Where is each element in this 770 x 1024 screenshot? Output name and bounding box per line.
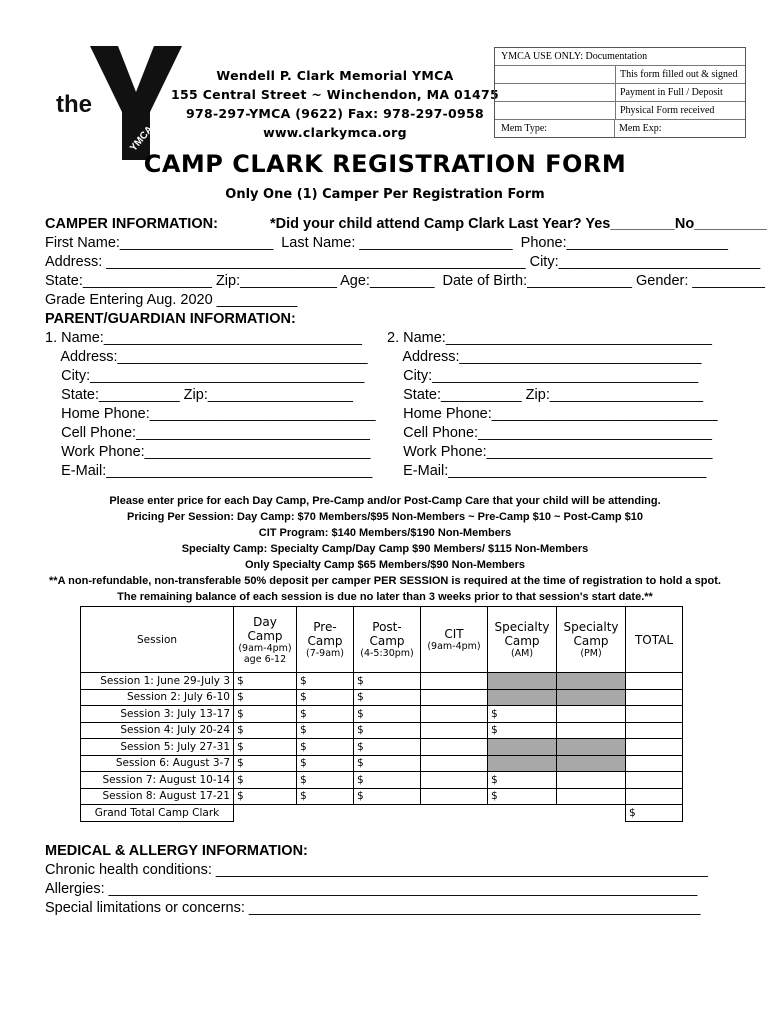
medical-heading: MEDICAL & ALLERGY INFORMATION:: [45, 843, 308, 859]
camper-grade-line[interactable]: Grade Entering Aug. 2020 __________: [45, 292, 298, 308]
col-post-camp-sub: (4-5:30pm): [360, 648, 414, 659]
form-title: CAMP CLARK REGISTRATION FORM: [143, 150, 627, 178]
day-camp-cell[interactable]: $: [234, 673, 297, 690]
specialty-am-cell[interactable]: $: [488, 722, 557, 739]
office-mem-type: Mem Type:: [495, 120, 615, 137]
org-name: Wendell P. Clark Memorial YMCA: [216, 68, 454, 83]
pre-camp-cell[interactable]: $: [297, 722, 354, 739]
pre-camp-cell[interactable]: $: [297, 772, 354, 789]
parent-1-work-phone[interactable]: Work Phone:____________________________: [45, 444, 371, 460]
grand-total-empty-cell: [234, 805, 297, 822]
camper-heading: CAMPER INFORMATION:: [45, 216, 218, 232]
post-camp-cell[interactable]: $: [354, 739, 421, 756]
day-camp-cell[interactable]: $: [234, 689, 297, 706]
col-post-camp-label: Post- Camp: [369, 620, 405, 648]
session-row: [81, 722, 683, 739]
logo-letters: YMCA: [128, 124, 156, 154]
day-camp-cell[interactable]: $: [234, 722, 297, 739]
col-post-camp: [354, 607, 421, 673]
pre-camp-cell[interactable]: $: [297, 689, 354, 706]
camper-name-line[interactable]: First Name:___________________ Last Name: ___________________ Phone:____________________: [45, 235, 728, 251]
parent-1-email[interactable]: E-Mail:_________________________________: [45, 463, 373, 479]
day-camp-cell[interactable]: $: [234, 772, 297, 789]
specialty-pm-cell: [557, 689, 626, 706]
parent-2-city[interactable]: City:_________________________________: [387, 368, 699, 384]
cit-cell[interactable]: [421, 706, 488, 723]
specialty-am-cell[interactable]: $: [488, 788, 557, 805]
col-pre-camp: [297, 607, 354, 673]
parent-2-cell-phone[interactable]: Cell Phone:_____________________________: [387, 425, 712, 441]
pre-camp-cell[interactable]: $: [297, 673, 354, 690]
post-camp-cell[interactable]: $: [354, 722, 421, 739]
pre-camp-cell[interactable]: $: [297, 706, 354, 723]
post-camp-cell[interactable]: $: [354, 689, 421, 706]
logo-registered: ®: [170, 45, 176, 54]
pricing-line: Pricing Per Session: Day Camp: $70 Members/$95 Non-Members ~ Pre-Camp $10 ~ Post-Camp $10: [127, 511, 643, 523]
session-row: [81, 706, 683, 723]
total-cell[interactable]: [626, 706, 683, 723]
grand-total-row: [81, 805, 683, 822]
col-total: TOTAL: [626, 607, 683, 673]
pre-camp-cell[interactable]: $: [297, 755, 354, 772]
total-cell[interactable]: [626, 788, 683, 805]
day-camp-cell[interactable]: $: [234, 788, 297, 805]
col-specialty-pm-sub: (PM): [580, 648, 602, 659]
pricing-line: The remaining balance of each session is due no later than 3 weeks prior to that session's start date.**: [117, 591, 653, 603]
col-pre-camp-label: Pre- Camp: [307, 620, 343, 648]
total-cell[interactable]: [626, 739, 683, 756]
pricing-line: Please enter price for each Day Camp, Pre-Camp and/or Post-Camp Care that your child will be attending.: [109, 495, 661, 507]
specialty-pm-cell[interactable]: [557, 706, 626, 723]
total-cell[interactable]: [626, 722, 683, 739]
total-cell[interactable]: [626, 689, 683, 706]
camper-address-line[interactable]: Address: ____________________________________________________ City:_________________________: [45, 254, 761, 270]
office-box-header: YMCA USE ONLY: Documentation: [501, 51, 648, 62]
office-use-box: [494, 47, 746, 138]
col-specialty-am-sub: (AM): [510, 648, 534, 659]
col-specialty-am: [488, 607, 557, 673]
post-camp-cell[interactable]: $: [354, 788, 421, 805]
pricing-line: Specialty Camp: Specialty Camp/Day Camp $90 Members/ $115 Non-Members: [181, 543, 589, 555]
specialty-am-cell[interactable]: $: [488, 772, 557, 789]
session-name-cell: Session 6: August 3-7: [81, 755, 234, 772]
office-mem-exp: Mem Exp:: [619, 123, 662, 134]
pricing-notes: [40, 493, 730, 605]
parent-1-city[interactable]: City:__________________________________: [45, 368, 365, 384]
grand-total-empty-cell: [557, 805, 626, 822]
specialty-pm-cell: [557, 739, 626, 756]
cit-cell[interactable]: [421, 689, 488, 706]
cit-cell[interactable]: [421, 722, 488, 739]
total-cell[interactable]: [626, 772, 683, 789]
parent-1-block: [45, 329, 376, 481]
specialty-am-cell: [488, 673, 557, 690]
total-cell[interactable]: [626, 673, 683, 690]
day-camp-cell[interactable]: $: [234, 739, 297, 756]
specialty-am-cell[interactable]: $: [488, 706, 557, 723]
grand-total-value[interactable]: $: [626, 805, 683, 822]
col-pre-camp-sub: (7-9am): [305, 648, 344, 659]
specialty-am-cell: [488, 689, 557, 706]
ymca-logo: [52, 42, 186, 164]
session-name-cell: Session 7: August 10-14: [81, 772, 234, 789]
col-session: Session: [81, 607, 234, 673]
pre-camp-cell[interactable]: $: [297, 739, 354, 756]
parent-2-address[interactable]: Address:______________________________: [387, 349, 702, 365]
day-camp-cell[interactable]: $: [234, 706, 297, 723]
allergies-line[interactable]: Allergies: _________________________________________________________________________: [45, 881, 698, 897]
parent-2-home-phone[interactable]: Home Phone:____________________________: [387, 406, 718, 422]
parent-2-email[interactable]: E-Mail:________________________________: [387, 463, 707, 479]
grand-total-empty-cell: [421, 805, 488, 822]
post-camp-cell[interactable]: $: [354, 673, 421, 690]
medical-section: [45, 842, 708, 918]
parent-heading: PARENT/GUARDIAN INFORMATION:: [45, 311, 296, 327]
specialty-pm-cell[interactable]: [557, 722, 626, 739]
col-day-camp: [234, 607, 297, 673]
office-item-filled: This form filled out & signed: [615, 66, 745, 83]
specialty-pm-cell[interactable]: [557, 772, 626, 789]
col-cit-sub: (9am-4pm): [427, 641, 481, 652]
col-cit-label: CIT: [444, 627, 464, 641]
session-name-cell: Session 2: July 6-10: [81, 689, 234, 706]
pricing-line: CIT Program: $140 Members/$190 Non-Members: [258, 527, 512, 539]
cit-cell[interactable]: [421, 755, 488, 772]
special-limitations-line[interactable]: Special limitations or concerns: ________________________________________________________: [45, 900, 701, 916]
day-camp-cell[interactable]: $: [234, 755, 297, 772]
parent-2-state[interactable]: State:__________ Zip:___________________: [387, 387, 704, 403]
org-header: [170, 66, 500, 142]
attended-question[interactable]: *Did your child attend Camp Clark Last Year? Yes________No_________: [270, 216, 767, 232]
grand-total-empty-cell: [488, 805, 557, 822]
grand-total-empty-cell: [354, 805, 421, 822]
camper-state-line[interactable]: State:________________ Zip:____________ Age:________ Date of Birth:_____________ Gender: _________: [45, 273, 765, 289]
cit-cell[interactable]: [421, 772, 488, 789]
specialty-pm-cell[interactable]: [557, 788, 626, 805]
col-specialty-pm: [557, 607, 626, 673]
session-row: [81, 788, 683, 805]
specialty-pm-cell: [557, 755, 626, 772]
office-item-payment: Payment in Full / Deposit: [615, 84, 745, 101]
col-day-camp-sub: (9am-4pm) age 6-12: [238, 642, 292, 665]
chronic-conditions-line[interactable]: Chronic health conditions: _____________________________________________________________: [45, 862, 708, 878]
pricing-line: Only Specialty Camp $65 Members/$90 Non-Members: [245, 559, 525, 571]
parent-2-work-phone[interactable]: Work Phone:____________________________: [387, 444, 713, 460]
org-address: 155 Central Street ~ Winchendon, MA 01475: [171, 87, 499, 102]
specialty-am-cell: [488, 739, 557, 756]
logo-word: the: [56, 91, 92, 118]
parent-1-name[interactable]: 1. Name:________________________________: [45, 330, 362, 346]
parent-2-block: [387, 329, 718, 481]
specialty-pm-cell: [557, 673, 626, 690]
col-day-camp-label: Day Camp: [247, 614, 283, 643]
parent-1-home-phone[interactable]: Home Phone:____________________________: [45, 406, 376, 422]
col-cit: [421, 607, 488, 673]
cit-cell[interactable]: [421, 739, 488, 756]
parent-1-address[interactable]: Address:_______________________________: [45, 349, 368, 365]
session-name-cell: Session 5: July 27-31: [81, 739, 234, 756]
session-name-cell: Session 4: July 20-24: [81, 722, 234, 739]
session-row: [81, 739, 683, 756]
session-row: [81, 673, 683, 690]
parent-2-name[interactable]: 2. Name:_________________________________: [387, 330, 712, 346]
specialty-am-cell: [488, 755, 557, 772]
office-item-physical: Physical Form received: [615, 102, 745, 119]
session-name-cell: Session 3: July 13-17: [81, 706, 234, 723]
pre-camp-cell[interactable]: $: [297, 788, 354, 805]
post-camp-cell[interactable]: $: [354, 772, 421, 789]
session-row: [81, 689, 683, 706]
session-row: [81, 772, 683, 789]
post-camp-cell[interactable]: $: [354, 755, 421, 772]
grand-total-empty-cell: [297, 805, 354, 822]
parent-1-cell-phone[interactable]: Cell Phone:_____________________________: [45, 425, 370, 441]
session-row: [81, 755, 683, 772]
session-table: [80, 606, 683, 822]
session-name-cell: Session 8: August 17-21: [81, 788, 234, 805]
post-camp-cell[interactable]: $: [354, 706, 421, 723]
form-subtitle: Only One (1) Camper Per Registration Form: [225, 187, 545, 202]
col-specialty-pm-label: Specialty Camp: [563, 620, 619, 648]
org-website: www.clarkymca.org: [263, 125, 407, 140]
pricing-line: **A non-refundable, non-transferable 50% deposit per camper PER SESSION is required at the time of registration to hold a spot.: [49, 575, 721, 587]
cit-cell[interactable]: [421, 788, 488, 805]
col-specialty-am-label: Specialty Camp: [494, 620, 550, 648]
cit-cell[interactable]: [421, 673, 488, 690]
total-cell[interactable]: [626, 755, 683, 772]
parent-1-state[interactable]: State:__________ Zip:__________________: [45, 387, 353, 403]
session-name-cell: Session 1: June 29-July 3: [81, 673, 234, 690]
org-phone: 978-297-YMCA (9622) Fax: 978-297-0958: [185, 106, 485, 121]
grand-total-label: Grand Total Camp Clark: [81, 805, 234, 822]
